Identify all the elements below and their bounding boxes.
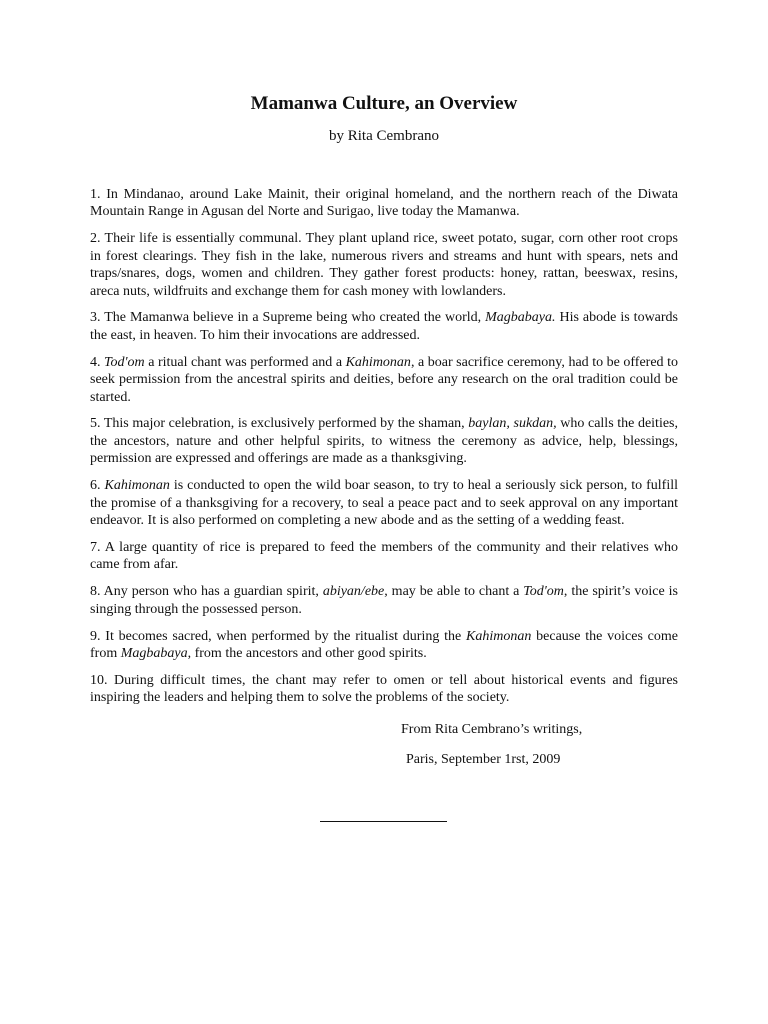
text-run: , may be able to chant a bbox=[384, 584, 524, 600]
text-run: a ritual chant was performed and a bbox=[144, 354, 346, 370]
text-run: because the voices come from bbox=[90, 628, 678, 661]
italic-term: Kahimonan bbox=[104, 478, 170, 494]
text-run: 5. This major celebration, is exclusively performed by the shaman, bbox=[90, 416, 469, 432]
paragraph-1 bbox=[90, 186, 678, 221]
text-run: 2. Their life is essentially communal. They plant upland rice, sweet potato, sugar, corn other root crops in forest clearings. They fish in the lake, numerous rivers and streams and hunt with spears, nets and traps/snares, dogs, women and children. They gather forest products: honey, rattan, beeswax, resins, areca nuts, wildfruits and exchange them for cash money with lowlanders. bbox=[90, 231, 678, 299]
paragraph-2 bbox=[90, 230, 678, 300]
paragraph-6 bbox=[90, 477, 678, 529]
text-run: 10. During difficult times, the chant may refer to omen or tell about historical events and figures inspiring the leaders and helping them to solve the problems of the society. bbox=[90, 672, 678, 706]
text-run: His abode is towards the east, in heaven. To him their invocations are addressed. bbox=[90, 310, 678, 343]
italic-term: Tod'om bbox=[104, 354, 145, 370]
signoff bbox=[401, 721, 678, 769]
italic-term: Tod'om bbox=[523, 584, 564, 600]
italic-term: Magbabaya. bbox=[485, 310, 556, 326]
text-run: , a boar sacrifice ceremony, had to be offered to seek permission from the ancestral spirits and deities, before any research on the oral tradition could be started. bbox=[90, 354, 678, 405]
document-author: by Rita Cembrano bbox=[329, 128, 439, 144]
text-run: 6. bbox=[90, 478, 105, 494]
paragraph-3 bbox=[90, 309, 678, 344]
paragraph-9 bbox=[90, 628, 678, 663]
italic-term: Magbabaya bbox=[120, 645, 188, 661]
paragraph-7 bbox=[90, 539, 678, 574]
text-run: who calls the deities, the ancestors, nature and other helpful spirits, to witness the ceremony as advice, help, blessings, permission are expressed and offerings are made as a thanksgiving. bbox=[90, 416, 679, 467]
document-title: Mamanwa Culture, an Overview bbox=[250, 93, 518, 114]
italic-term: Kahimonan bbox=[345, 354, 411, 370]
text-run: 9. It becomes sacred, when performed by the ritualist during the bbox=[90, 628, 467, 644]
text-run: is conducted to open the wild boar season, to try to heal a seriously sick person, to fulfill the promise of a thanksgiving for a recovery, to seal a peace pact and to seek approval on any important endeavor. It is also performed on completing a new abode and as the setting of a wedding feast. bbox=[90, 478, 678, 528]
signoff-place-date: Paris, September 1rst, 2009 bbox=[406, 752, 561, 768]
paragraph-4 bbox=[90, 354, 678, 406]
signoff-source: From Rita Cembrano’s writings, bbox=[401, 721, 583, 737]
text-run: , from the ancestors and other good spirits. bbox=[187, 645, 427, 661]
text-run: 3. The Mamanwa believe in a Supreme being who created the world, bbox=[90, 310, 486, 326]
text-run: 1. In Mindanao, around Lake Mainit, their original homeland, and the northern reach of the Diwata Mountain Range in Agusan del Norte and Surigao, live today the Mamanwa. bbox=[90, 187, 678, 220]
paragraph-8 bbox=[90, 583, 678, 618]
closing-rule bbox=[320, 821, 447, 822]
document-body bbox=[90, 186, 678, 707]
italic-term: baylan, sukdan, bbox=[468, 416, 557, 432]
italic-term: abiyan/ebe bbox=[322, 584, 385, 600]
paragraph-5 bbox=[90, 415, 678, 467]
italic-term: Kahimonan bbox=[466, 628, 532, 644]
text-run: 8. Any person who has a guardian spirit, bbox=[90, 584, 323, 600]
text-run: 4. bbox=[90, 354, 105, 370]
paragraph-10 bbox=[90, 672, 678, 707]
text-run: , the spirit’s voice is singing through the possessed person. bbox=[90, 584, 678, 617]
text-run: 7. A large quantity of rice is prepared to feed the members of the community and their relatives who came from afar. bbox=[90, 539, 678, 573]
